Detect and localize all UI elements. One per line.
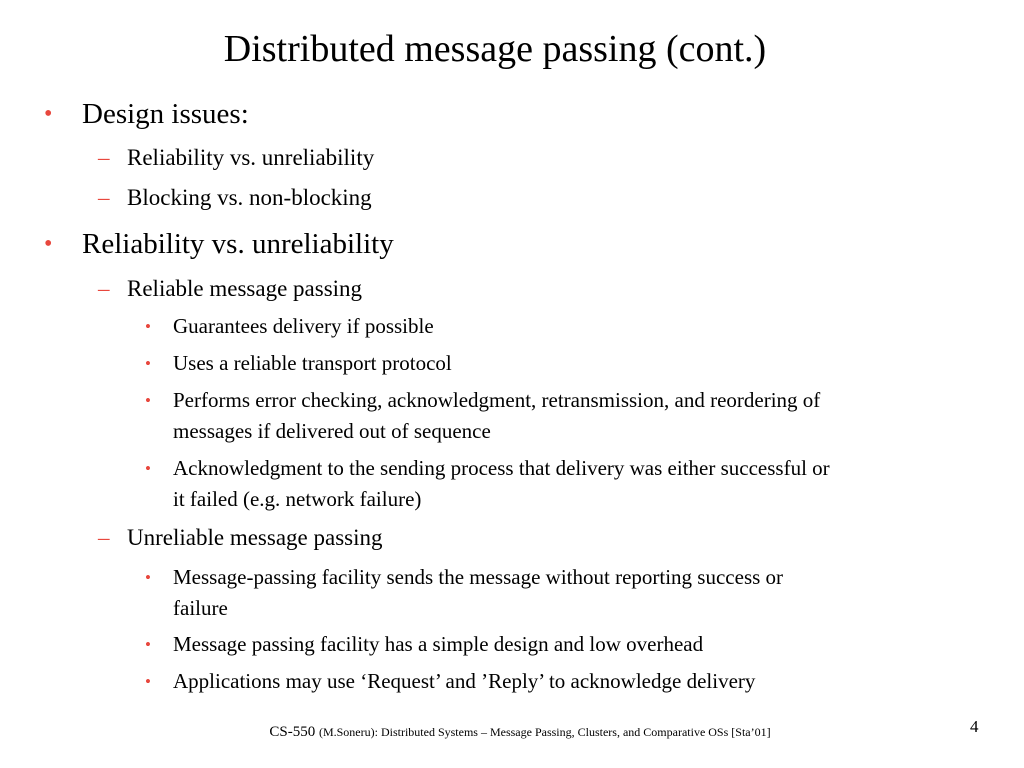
point-line: Message passing facility has a simple design and low overhead [173,632,704,656]
point-line: messages if delivered out of sequence [173,419,491,443]
point-line: Uses a reliable transport protocol [173,351,452,375]
bullet-text: Reliability vs. unreliability [82,228,394,260]
point-line: Guarantees delivery if possible [173,314,434,338]
bullet-marker: • [145,459,151,478]
point-line: Message-passing facility sends the message without reporting success or [173,565,784,589]
sub-item-text: Reliability vs. unreliability [127,145,375,170]
bullet-marker: • [145,568,151,587]
point-line: Performs error checking, acknowledgment, retransmission, and reordering of [173,388,821,412]
bullet-marker: • [145,635,151,654]
sub-item-text: Reliable message passing [127,276,363,301]
sub-item-text: Blocking vs. non-blocking [127,185,372,210]
footer-citation: (M.Soneru): Distributed Systems – Message Passing, Clusters, and Comparative OSs [Sta’01] [318,725,771,739]
point-line: it failed (e.g. network failure) [173,487,422,511]
bullet-marker: • [44,101,53,127]
page-number: 4 [970,717,979,736]
slide-title: Distributed message passing (cont.) [223,28,767,70]
bullet-marker: • [145,354,151,373]
bullet-marker: • [44,231,53,257]
bullet-marker: • [145,672,151,691]
dash-marker: – [98,185,110,210]
dash-marker: – [98,276,110,301]
bullet-marker: • [145,391,151,410]
dash-marker: – [98,145,110,170]
point-line: Applications may use ‘Request’ and ’Reply’ to acknowledge delivery [173,669,756,693]
sub-item-text: Unreliable message passing [127,525,383,550]
bullet-text: Design issues: [82,98,249,130]
dash-marker: – [98,525,110,550]
point-line: failure [173,596,228,620]
bullet-marker: • [145,317,151,336]
footer-course: CS-550 [269,724,316,740]
point-line: Acknowledgment to the sending process that delivery was either successful or [173,456,830,480]
slide-footer [0,722,1024,742]
